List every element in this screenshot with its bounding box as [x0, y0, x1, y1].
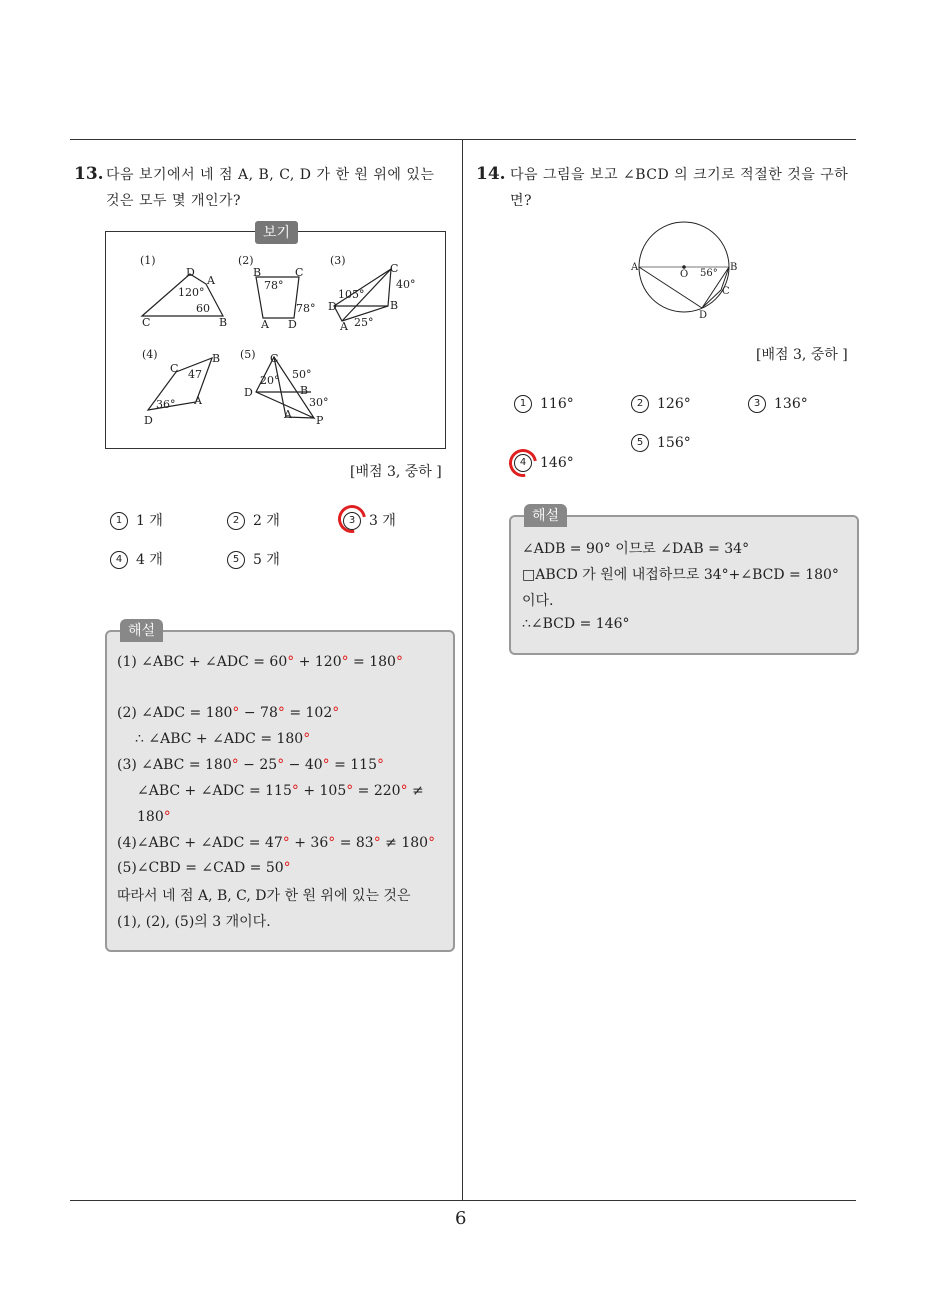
- q13-example-tag: 보기: [255, 221, 298, 244]
- svg-text:D: D: [328, 300, 337, 313]
- q13-example-box: [105, 231, 446, 449]
- q14-choice-3[interactable]: [748, 395, 808, 413]
- svg-text:(4): (4): [142, 348, 158, 361]
- svg-text:78°: 78°: [296, 302, 316, 315]
- choice-label: 146°: [540, 455, 574, 471]
- choice-label: 126°: [657, 396, 691, 412]
- column-divider: [462, 139, 463, 1201]
- svg-text:(1): (1): [140, 254, 156, 267]
- svg-text:50°: 50°: [292, 368, 312, 381]
- q14-expl-line3: 이다.: [522, 593, 554, 609]
- svg-text:D: D: [244, 386, 253, 399]
- circled-number-5: 5: [227, 551, 245, 569]
- svg-text:A: A: [207, 274, 215, 287]
- choice-label: 1 개: [136, 513, 163, 529]
- circled-number-3: 3: [748, 395, 766, 413]
- choice-label: 3 개: [369, 513, 396, 529]
- svg-text:D: D: [699, 310, 708, 320]
- q13-score: [배점 3, 중하 ]: [350, 464, 442, 480]
- choice-label: 5 개: [253, 552, 280, 568]
- svg-text:C: C: [390, 262, 399, 275]
- svg-text:D: D: [186, 266, 195, 279]
- q13-text-line1: 다음 보기에서 네 점 A, B, C, D 가 한 원 위에 있는: [106, 167, 435, 183]
- q13-expl-line8: (5)∠CBD = ∠CAD = 50°: [117, 860, 291, 876]
- svg-text:A: A: [284, 408, 292, 421]
- svg-text:60: 60: [196, 302, 210, 315]
- bottom-rule: [70, 1200, 856, 1201]
- svg-text:(2): (2): [238, 254, 254, 267]
- svg-text:C: C: [270, 352, 279, 365]
- circled-number-3: 3: [343, 512, 361, 530]
- svg-text:B: B: [219, 316, 228, 329]
- q13-choice-1[interactable]: [110, 510, 163, 530]
- svg-text:105°: 105°: [338, 288, 365, 301]
- q13-expl-line3: ∴ ∠ABC + ∠ADC = 180°: [135, 731, 311, 747]
- choice-label: 156°: [657, 435, 691, 451]
- svg-text:C: C: [722, 286, 730, 297]
- q14-explanation-tag: 해설: [524, 504, 567, 527]
- top-rule: [70, 139, 856, 140]
- q13-expl-line2: (2) ∠ADC = 180° − 78° = 102°: [117, 705, 340, 721]
- svg-text:A: A: [631, 262, 639, 273]
- choice-label: 116°: [540, 396, 574, 412]
- svg-text:B: B: [730, 262, 738, 273]
- q14-explanation-box: [509, 515, 859, 655]
- svg-text:A: A: [340, 320, 348, 333]
- q14-choice-5[interactable]: [631, 434, 691, 452]
- svg-text:B: B: [212, 352, 221, 365]
- q14-expl-line4: ∴∠BCD = 146°: [522, 616, 630, 632]
- q13-text-line2: 것은 모두 몇 개인가?: [106, 193, 242, 209]
- q14-text-line2: 면?: [510, 193, 533, 209]
- circled-number-5: 5: [631, 434, 649, 452]
- q14-number: 14.: [476, 164, 506, 184]
- q14-expl-line1: ∠ADB = 90° 이므로 ∠DAB = 34°: [522, 541, 750, 557]
- q13-choice-2[interactable]: [227, 510, 280, 530]
- svg-text:D: D: [288, 318, 297, 331]
- q14-circle-figure: [626, 220, 756, 320]
- circled-number-4: 4: [514, 454, 532, 472]
- svg-text:D: D: [144, 414, 153, 427]
- q13-explanation-tag: 해설: [120, 619, 163, 642]
- svg-text:A: A: [194, 394, 202, 407]
- circled-number-2: 2: [631, 395, 649, 413]
- svg-text:78°: 78°: [264, 279, 284, 292]
- svg-text:56°: 56°: [700, 268, 718, 279]
- svg-text:20°: 20°: [260, 374, 280, 387]
- svg-text:B: B: [390, 299, 399, 312]
- circled-number-1: 1: [110, 512, 128, 530]
- svg-text:C: C: [295, 266, 304, 279]
- circled-number-2: 2: [227, 512, 245, 530]
- circled-number-1: 1: [514, 395, 532, 413]
- q13-number: 13.: [74, 164, 104, 184]
- circled-number-4: 4: [110, 551, 128, 569]
- q13-expl-line4: (3) ∠ABC = 180° − 25° − 40° = 115°: [117, 757, 384, 773]
- q14-choice-1[interactable]: [514, 395, 574, 413]
- choice-label: 136°: [774, 396, 808, 412]
- svg-text:120°: 120°: [178, 286, 205, 299]
- q13-choice-5[interactable]: [227, 549, 280, 569]
- answer-mark-icon: [504, 444, 543, 483]
- choice-label: 2 개: [253, 513, 280, 529]
- q13-expl-line9: 따라서 네 점 A, B, C, D가 한 원 위에 있는 것은: [117, 888, 411, 904]
- choice-label: 4 개: [136, 552, 163, 568]
- svg-text:40°: 40°: [396, 278, 416, 291]
- q13-choice-4[interactable]: [110, 549, 163, 569]
- svg-text:47: 47: [188, 368, 202, 381]
- svg-text:P: P: [316, 414, 324, 427]
- answer-mark-icon: [333, 500, 372, 539]
- q14-choice-4[interactable]: [514, 454, 926, 472]
- q13-expl-line7: (4)∠ABC + ∠ADC = 47° + 36° = 83° ≠ 180°: [117, 835, 436, 851]
- page-number: 6: [455, 1208, 467, 1229]
- svg-text:B: B: [300, 384, 309, 397]
- svg-text:C: C: [170, 362, 179, 375]
- svg-text:25°: 25°: [354, 316, 374, 329]
- q14-score: [배점 3, 중하 ]: [756, 347, 848, 363]
- svg-text:C: C: [142, 316, 151, 329]
- svg-text:A: A: [261, 318, 269, 331]
- svg-text:(5): (5): [240, 348, 256, 361]
- q13-expl-line5: ∠ABC + ∠ADC = 115° + 105° = 220° ≠: [137, 783, 424, 799]
- q13-expl-line6: 180°: [137, 809, 171, 825]
- svg-text:B: B: [253, 266, 262, 279]
- q14-expl-line2: □ABCD 가 원에 내접하므로 34°+∠BCD = 180°: [522, 567, 839, 583]
- q13-expl-line10: (1), (2), (5)의 3 개이다.: [117, 914, 271, 930]
- svg-text:O: O: [680, 269, 689, 280]
- q14-text-line1: 다음 그림을 보고 ∠BCD 의 크기로 적절한 것을 구하: [510, 167, 849, 183]
- svg-text:(3): (3): [330, 254, 346, 267]
- q14-choice-2[interactable]: [631, 395, 691, 413]
- svg-text:36°: 36°: [156, 398, 176, 411]
- svg-text:30°: 30°: [309, 396, 329, 409]
- q13-expl-line1: (1) ∠ABC + ∠ADC = 60° + 120° = 180°: [117, 654, 403, 670]
- q13-figures: [106, 232, 445, 448]
